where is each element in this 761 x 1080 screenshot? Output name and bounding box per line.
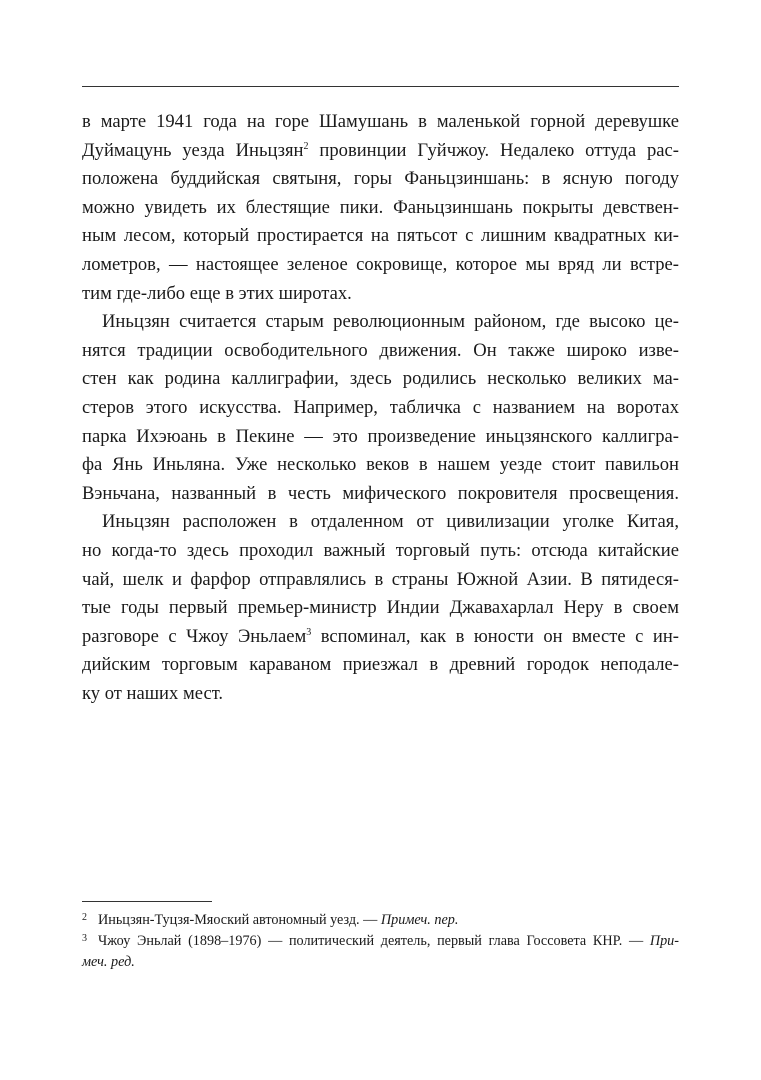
footnote-ref[interactable]: 3: [306, 626, 312, 638]
text-line: можно увидеть их блестящие пики. Фаньцзиншань покрыты девствен-: [82, 196, 679, 218]
text-line: фа Янь Иньляна. Уже несколько веков в нашем уезде стоит павильон: [82, 454, 679, 476]
footnotes: [82, 910, 679, 973]
footnote-text: Чжоу Эньлай (1898–1976) — политический деятель, первый глава Госсовета КНР. —: [98, 933, 650, 949]
footnote-note: При-: [649, 933, 679, 949]
text-line: стен как родина каллиграфии, здесь родились несколько великих ма-: [82, 368, 679, 390]
text-line: дийским торговым караваном приезжал в древний городок неподале-: [82, 654, 679, 676]
text-line: лометров, — настоящее зеленое сокровище, которое мы вряд ли встре-: [82, 253, 679, 275]
text-line: [82, 623, 679, 652]
text-line: тые годы первый премьер-министр Индии Джавахарлал Неру в своем: [82, 597, 679, 619]
footnote-note: Примеч. пер.: [380, 912, 459, 928]
text-segment: разговоре с Чжоу Эньлаем: [82, 625, 307, 647]
footnote-item: 3 Чжоу Эньлай (1898–1976) — политический деятель, первый глава Госсовета КНР. — При-: [82, 933, 679, 949]
text-line: в марте 1941 года на горе Шамушань в маленькой горной деревушке: [82, 111, 679, 132]
text-line: тим где-либо еще в этих широтах.: [82, 282, 352, 304]
text-line: стеров этого искусства. Например, табличка с названием на воротах: [82, 396, 679, 418]
footnote-item: 2 Иньцзян-Туцзя-Мяоский автономный уезд. — Примеч. пер.: [82, 912, 459, 928]
footnote-separator: [82, 901, 212, 902]
text-line: Вэньчана, названный в честь мифического покровителя просвещения.: [82, 482, 679, 504]
text-line: [82, 137, 679, 166]
text-line: Иньцзян расположен в отдаленном от цивилизации уголке Китая,: [102, 511, 679, 533]
text-line: ным лесом, который простирается на пятьсот с лишним квадратных ки-: [82, 225, 679, 247]
text-line: парка Ихэюань в Пекине — это произведение иньцзянского каллигра-: [82, 425, 679, 447]
text-line: положена буддийская святыня, горы Фаньцзиншань: в ясную погоду: [82, 168, 679, 190]
main-text: [82, 108, 679, 708]
text-line: Иньцзян считается старым революционным районом, где высоко це-: [102, 311, 679, 333]
text-line: чай, шелк и фарфор отправлялись в страны Южной Азии. В пятидеся-: [82, 568, 679, 590]
header-rule: [82, 86, 679, 87]
footnote-text: Иньцзян-Туцзя-Мяоский автономный уезд. —: [98, 912, 381, 928]
text-line: но когда-то здесь проходил важный торговый путь: отсюда китайские: [82, 539, 679, 561]
text-segment: Дуймацунь уезда Иньцзян: [82, 139, 304, 161]
text-line: ку от наших мест.: [82, 682, 224, 704]
text-segment: вспоминал, как в юности он вместе с ин-: [320, 625, 679, 647]
footnote-ref[interactable]: 2: [303, 140, 309, 152]
text-segment: провинции Гуйчжоу. Недалеко оттуда рас-: [319, 139, 679, 161]
footnote-note: меч. ред.: [82, 954, 135, 970]
footnote-continuation: [82, 952, 679, 973]
text-line: нятся традиции освободительного движения. Он также широко изве-: [82, 339, 679, 361]
